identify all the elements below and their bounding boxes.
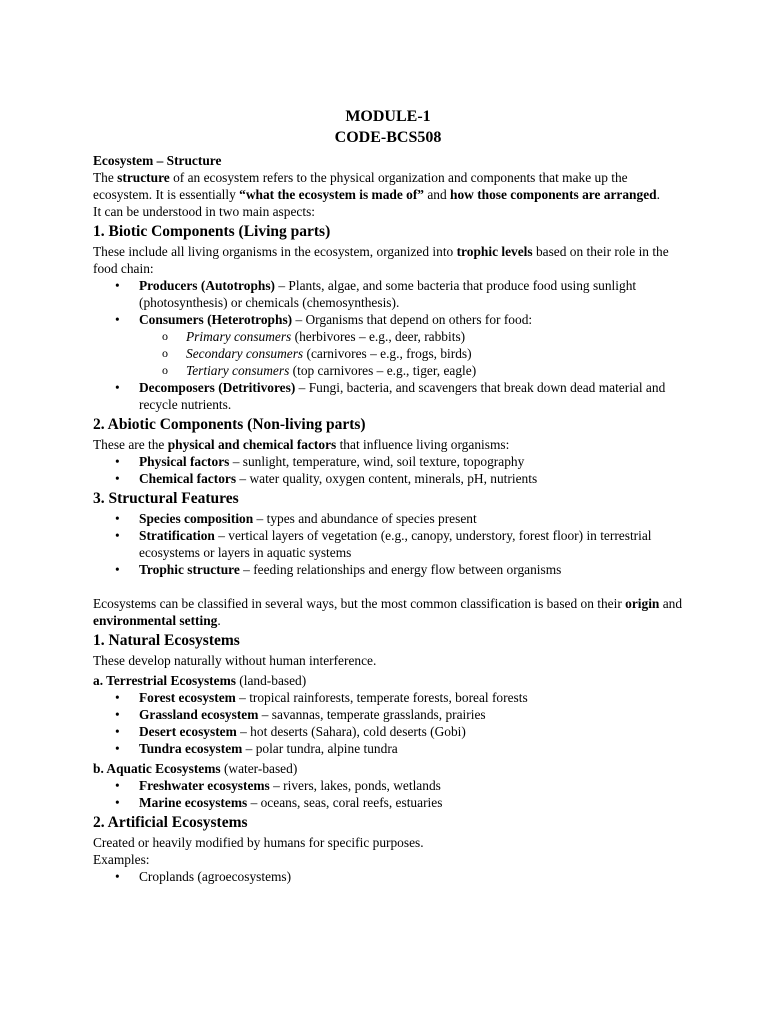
intro-aspects: It can be understood in two main aspects: (93, 204, 316, 219)
abiotic-list (93, 453, 683, 487)
intro-heading: Ecosystem – Structure (93, 153, 222, 168)
artificial-description: Created or heavily modified by humans for specific purposes. (93, 835, 424, 850)
biotic-list (93, 277, 683, 413)
natural-heading: 1. Natural Ecosystems (93, 632, 240, 649)
list-item: • Desert ecosystem – hot deserts (Sahara), cold deserts (Gobi) (139, 723, 683, 740)
natural-description: These develop naturally without human interference. (93, 653, 377, 668)
list-item: • Physical factors – sunlight, temperature, wind, soil texture, topography (139, 453, 683, 470)
list-item: • Marine ecosystems – oceans, seas, coral reefs, estuaries (139, 794, 683, 811)
abiotic-heading: 2. Abiotic Components (Non-living parts) (93, 416, 366, 433)
list-item: • Forest ecosystem – tropical rainforests, temperate forests, boreal forests (139, 689, 683, 706)
sublist-item: o Primary consumers (herbivores – e.g., deer, rabbits) (186, 328, 683, 345)
sublist-item: o Secondary consumers (carnivores – e.g., frogs, birds) (186, 345, 683, 362)
list-item: • Freshwater ecosystems – rivers, lakes, ponds, wetlands (139, 777, 683, 794)
list-item: • Chemical factors – water quality, oxygen content, minerals, pH, nutrients (139, 470, 683, 487)
aquatic-label: b. Aquatic Ecosystems (water-based) (93, 761, 298, 776)
terrestrial-label: a. Terrestrial Ecosystems (land-based) (93, 673, 307, 688)
list-item: • Tundra ecosystem – polar tundra, alpine tundra (139, 740, 683, 757)
structural-list (93, 510, 683, 578)
list-item: • Consumers (Heterotrophs) – Organisms that depend on others for food: o Primary consumers (herbivores – e.g., deer, rabbits) o Secondary consumers (carnivores – e.g., frogs, birds) o Tertiary consumers (top carnivores – e.g., tiger, eagle) (139, 311, 683, 379)
document-content (93, 106, 683, 885)
list-item: • Stratification – vertical layers of vegetation (e.g., canopy, understory, forest floor) in terrestrial ecosystems or layers in aquatic systems (139, 527, 683, 561)
module-title: MODULE-1 (345, 108, 431, 125)
list-item: • Trophic structure – feeding relationships and energy flow between organisms (139, 561, 683, 578)
list-item: • Grassland ecosystem – savannas, temperate grasslands, prairies (139, 706, 683, 723)
code-title: CODE-BCS508 (334, 129, 442, 146)
artificial-heading: 2. Artificial Ecosystems (93, 814, 248, 831)
consumer-sublist (139, 328, 683, 379)
abiotic-description: These are the physical and chemical factors that influence living organisms: (93, 437, 510, 452)
examples-label: Examples: (93, 852, 150, 867)
biotic-heading: 1. Biotic Components (Living parts) (93, 223, 331, 240)
sublist-item: o Tertiary consumers (top carnivores – e.g., tiger, eagle) (186, 362, 683, 379)
list-item: • Croplands (agroecosystems) (139, 868, 683, 885)
terrestrial-list (93, 689, 683, 757)
artificial-list (93, 868, 683, 885)
aquatic-list (93, 777, 683, 811)
list-item: • Decomposers (Detritivores) – Fungi, bacteria, and scavengers that break down dead material and recycle nutrients. (139, 379, 683, 413)
classification-paragraph: Ecosystems can be classified in several ways, but the most common classification is based on their origin and environmental setting. (93, 596, 683, 628)
section-gap (93, 578, 683, 595)
list-item: • Producers (Autotrophs) – Plants, algae, and some bacteria that produce food using sunlight (photosynthesis) or chemicals (chemosynthesis). (139, 277, 683, 311)
structural-heading: 3. Structural Features (93, 490, 239, 507)
intro-paragraph: The structure of an ecosystem refers to the physical organization and components that make up the ecosystem. It is essentially “what the ecosystem is made of” and how those components are arranged. (93, 170, 660, 202)
biotic-description: These include all living organisms in the ecosystem, organized into trophic levels based on their role in the food chain: (93, 244, 669, 276)
list-item: • Species composition – types and abundance of species present (139, 510, 683, 527)
